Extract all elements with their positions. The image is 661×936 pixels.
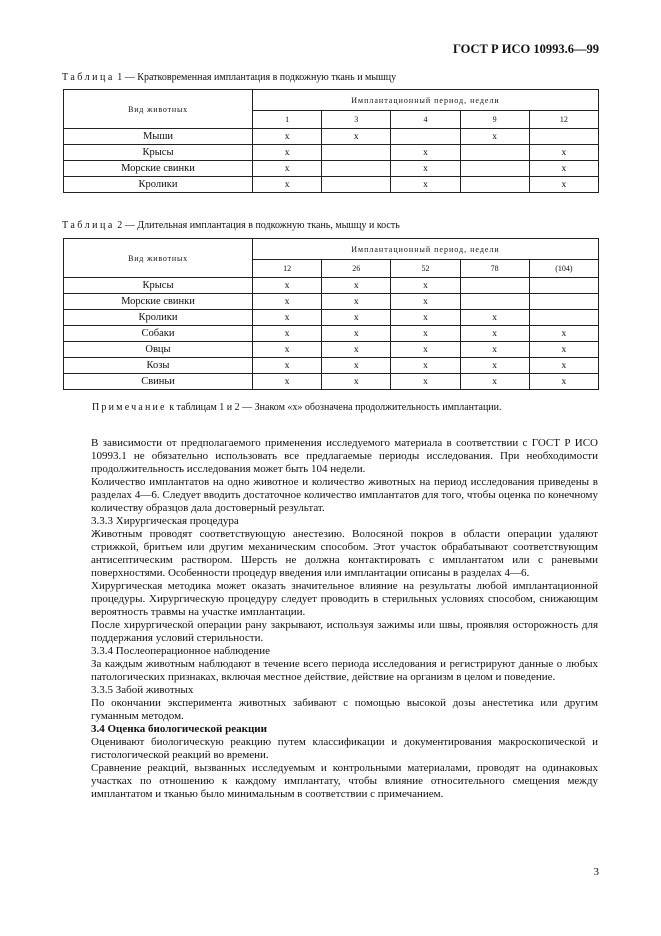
period-header-cell: 3 (322, 111, 391, 129)
table-cell: x (253, 326, 322, 342)
table-cell: x (460, 326, 529, 342)
section-heading-3-3-3: 3.3.3 Хирургическая процедура (91, 515, 239, 527)
table-row (64, 177, 599, 193)
table-cell: x (253, 145, 322, 161)
animal-name-cell: Кролики (64, 177, 253, 193)
table-cell: x (460, 129, 529, 145)
table-cell: x (460, 358, 529, 374)
table-cell: x (529, 177, 598, 193)
table-cell (322, 177, 391, 193)
table-cell: x (253, 374, 322, 390)
period-header-cell: 12 (529, 111, 598, 129)
period-header-cell: 78 (460, 260, 529, 278)
period-header-cell: 4 (391, 111, 460, 129)
period-header-cell: 1 (253, 111, 322, 129)
table-cell: x (529, 161, 598, 177)
table-row (64, 342, 599, 358)
table-cell (460, 177, 529, 193)
paragraph: Сравнение реакций, вызванных исследуемым и контрольными материалами, проводят на одинаковых участках по отношению к каждому имплантату, чтобы влияние относительного смещения между имплантатом и тканью было минимальным в соответствии с примечанием. (91, 762, 598, 800)
table-row (64, 161, 599, 177)
note-text: к таблицам 1 и 2 — Знаком «x» обозначена продолжительность имплантации. (166, 402, 502, 413)
table-cell: x (322, 310, 391, 326)
table-cell (529, 294, 598, 310)
animal-name-cell: Собаки (64, 326, 253, 342)
table2-caption-word: Таблица (62, 220, 115, 231)
period-header-cell: (104) (529, 260, 598, 278)
animal-name-cell: Свиньи (64, 374, 253, 390)
animal-name-cell: Козы (64, 358, 253, 374)
paragraph: Количество имплантатов на одно животное и количество животных на период исследования приведены в разделах 4—6. Следует вводить достаточное количество имплантатов для того, чтобы оценка по конечному количеству образцов дала достоверный результат. (91, 476, 598, 514)
period-header-cell: 26 (322, 260, 391, 278)
note-label: Примечание (92, 402, 167, 413)
table-cell: x (322, 342, 391, 358)
table-row (64, 129, 599, 145)
table-cell: x (460, 374, 529, 390)
paragraph: По окончании эксперимента животных забивают с помощью высокой дозы анестетика или другим гуманным методом. (91, 697, 598, 722)
table-cell: x (529, 342, 598, 358)
page-number: 3 (593, 866, 599, 878)
table-cell: x (391, 278, 460, 294)
table1-caption-word: Таблица (62, 72, 115, 83)
table-cell (322, 145, 391, 161)
table-cell (460, 161, 529, 177)
table1 (63, 89, 599, 193)
table-row (64, 310, 599, 326)
table-cell: x (529, 326, 598, 342)
table1-caption-text: 1 — Кратковременная имплантация в подкожную ткань и мышцу (114, 72, 397, 83)
table-cell: x (253, 278, 322, 294)
table-cell (460, 145, 529, 161)
paragraph: За каждым животным наблюдают в течение всего периода исследования и регистрируют данные о любых патологических признаках, включая местное действие, действие на организм в целом и поведение. (91, 658, 598, 683)
table1-caption (62, 72, 396, 83)
table-cell (391, 129, 460, 145)
animal-name-cell: Кролики (64, 310, 253, 326)
table2 (63, 238, 599, 390)
paragraph: Животным проводят соответствующую анестезию. Волосяной покров в области операции удаляют стрижкой, бритьем или другим механическим способом. Этот участок обрабатывают соответствующим антисептическим раствором. Шерсть не должна контактировать с имплантатом или с раневыми поверхностями. Особенности процедур введения или имплантации описаны в разделах 4—6. (91, 528, 598, 579)
table-cell: x (391, 294, 460, 310)
animal-name-cell: Крысы (64, 145, 253, 161)
table-cell: x (460, 310, 529, 326)
table-cell: x (391, 145, 460, 161)
table1-animal-header: Вид животных (64, 90, 253, 129)
table-row (64, 358, 599, 374)
table2-caption (62, 220, 400, 231)
period-header-cell: 9 (460, 111, 529, 129)
document-header: ГОСТ Р ИСО 10993.6—99 (453, 42, 599, 56)
table-cell: x (391, 342, 460, 358)
table-cell: x (460, 342, 529, 358)
animal-name-cell: Овцы (64, 342, 253, 358)
table-cell: x (322, 326, 391, 342)
table-cell: x (253, 177, 322, 193)
section-heading-3-3-4: 3.3.4 Послеоперационное наблюдение (91, 645, 271, 657)
table-cell: x (322, 294, 391, 310)
table2-animal-header: Вид животных (64, 239, 253, 278)
tables-note (92, 402, 502, 413)
table-cell (529, 278, 598, 294)
table-cell: x (253, 358, 322, 374)
table-cell (322, 161, 391, 177)
table-row (64, 374, 599, 390)
table-cell (460, 278, 529, 294)
paragraph: После хирургической операции рану закрывают, используя зажимы или швы, проявляя осторожность для поддержания условий стерильности. (91, 619, 598, 644)
table-row (64, 294, 599, 310)
section-heading-3-3-5: 3.3.5 Забой животных (91, 684, 194, 696)
table-cell (460, 294, 529, 310)
table-cell: x (322, 278, 391, 294)
table-cell: x (253, 129, 322, 145)
animal-name-cell: Крысы (64, 278, 253, 294)
table-cell: x (253, 294, 322, 310)
table-row (64, 278, 599, 294)
table-cell: x (391, 310, 460, 326)
table-cell: x (322, 129, 391, 145)
period-header-cell: 12 (253, 260, 322, 278)
body-text (91, 437, 598, 801)
table-cell: x (529, 374, 598, 390)
animal-name-cell: Морские свинки (64, 294, 253, 310)
section-heading-3-4 (91, 723, 598, 736)
table-cell: x (253, 161, 322, 177)
table-cell: x (391, 326, 460, 342)
table-row (64, 145, 599, 161)
table-cell: x (391, 374, 460, 390)
table-cell: x (391, 358, 460, 374)
table2-caption-text: 2 — Длительная имплантация в подкожную ткань, мышцу и кость (114, 220, 400, 231)
table-cell: x (529, 358, 598, 374)
paragraph: Хирургическая методика может оказать значительное влияние на результаты любой имплантационной процедуры. Хирургическую процедуру следует проводить в стерильных условиях способом, снижающим вероятность травмы на участке имплантации. (91, 580, 598, 618)
table-cell: x (322, 358, 391, 374)
paragraph: В зависимости от предполагаемого применения исследуемого материала в соответствии с ГОСТ Р ИСО 10993.1 не обязательно использовать все предлагаемые периоды исследования. При необходимости продолжительность исследования может быть 104 недели. (91, 437, 598, 475)
table-cell (529, 310, 598, 326)
section-heading-3-4-text: 3.4 Оценка биологической реакции (91, 723, 267, 735)
table-cell: x (529, 145, 598, 161)
paragraph: Оценивают биологическую реакцию путем классификации и документирования макроскопической и гистологической реакций во времени. (91, 736, 598, 761)
table-cell: x (253, 342, 322, 358)
animal-name-cell: Морские свинки (64, 161, 253, 177)
table-cell: x (391, 177, 460, 193)
animal-name-cell: Мыши (64, 129, 253, 145)
table2-period-header: Имплантационный период, недели (253, 239, 599, 260)
table-row (64, 326, 599, 342)
table-cell: x (391, 161, 460, 177)
table-cell: x (253, 310, 322, 326)
table-cell (529, 129, 598, 145)
table1-period-header: Имплантационный период, недели (253, 90, 599, 111)
period-header-cell: 52 (391, 260, 460, 278)
table-cell: x (322, 374, 391, 390)
